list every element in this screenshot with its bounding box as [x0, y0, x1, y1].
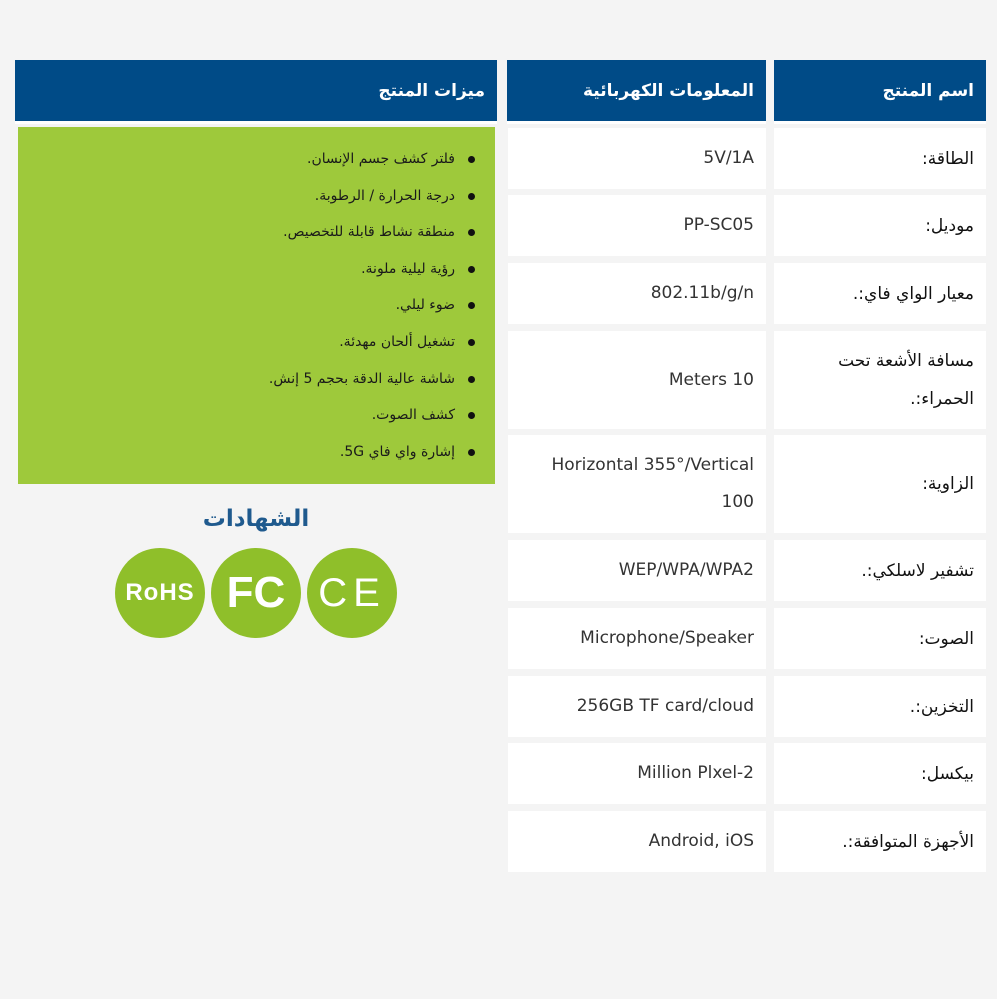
- spec-label: معيار الواي فاي:.: [774, 263, 986, 324]
- spec-label: الأجهزة المتوافقة:.: [774, 811, 986, 872]
- spec-value: PP-SC05: [508, 195, 766, 256]
- spec-value: 256GB TF card/cloud: [508, 676, 766, 737]
- spec-value: Horizontal 355°/Vertical 100: [508, 435, 766, 533]
- features-list: [18, 127, 495, 478]
- feature-item: فلتر كشف جسم الإنسان.: [18, 149, 475, 186]
- feature-item: إشارة واي فاي 5G.: [18, 442, 475, 479]
- spec-value: WEP/WPA/WPA2: [508, 540, 766, 601]
- spec-value: Android, iOS: [508, 811, 766, 872]
- feature-item: ضوء ليلي.: [18, 295, 475, 332]
- feature-item: درجة الحرارة / الرطوبة.: [18, 186, 475, 223]
- ce-badge-icon: CE: [307, 548, 397, 638]
- spec-value: Million Plxel-2: [508, 743, 766, 804]
- feature-item: تشغيل ألحان مهدئة.: [18, 332, 475, 369]
- spec-value: 5V/1A: [508, 128, 766, 189]
- spec-label: التخزين:.: [774, 676, 986, 737]
- header-product-features: ميزات المنتج: [15, 60, 497, 121]
- feature-item: شاشة عالية الدقة بحجم 5 إنش.: [18, 369, 475, 406]
- spec-label: الصوت:: [774, 608, 986, 669]
- feature-item: منطقة نشاط قابلة للتخصيص.: [18, 222, 475, 259]
- spec-value: Microphone/Speaker: [508, 608, 766, 669]
- features-panel: [18, 127, 495, 484]
- spec-label: بيكسل:: [774, 743, 986, 804]
- spec-value: 802.11b/g/n: [508, 263, 766, 324]
- spec-label: تشفير لاسلكي:.: [774, 540, 986, 601]
- spec-label: الطاقة:: [774, 128, 986, 189]
- rohs-badge-icon: RoHS: [115, 548, 205, 638]
- feature-item: كشف الصوت.: [18, 405, 475, 442]
- fc-badge-icon: FC: [211, 548, 301, 638]
- spec-label: موديل:: [774, 195, 986, 256]
- spec-value: Meters 10: [508, 331, 766, 429]
- header-electrical-info: المعلومات الكهربائية: [507, 60, 766, 121]
- feature-item: رؤية ليلية ملونة.: [18, 259, 475, 296]
- spec-label: الزاوية:: [774, 435, 986, 533]
- certifications-title: الشهادات: [202, 506, 310, 532]
- header-product-name: اسم المنتج: [774, 60, 986, 121]
- spec-label: مسافة الأشعة تحت الحمراء:.: [774, 331, 986, 429]
